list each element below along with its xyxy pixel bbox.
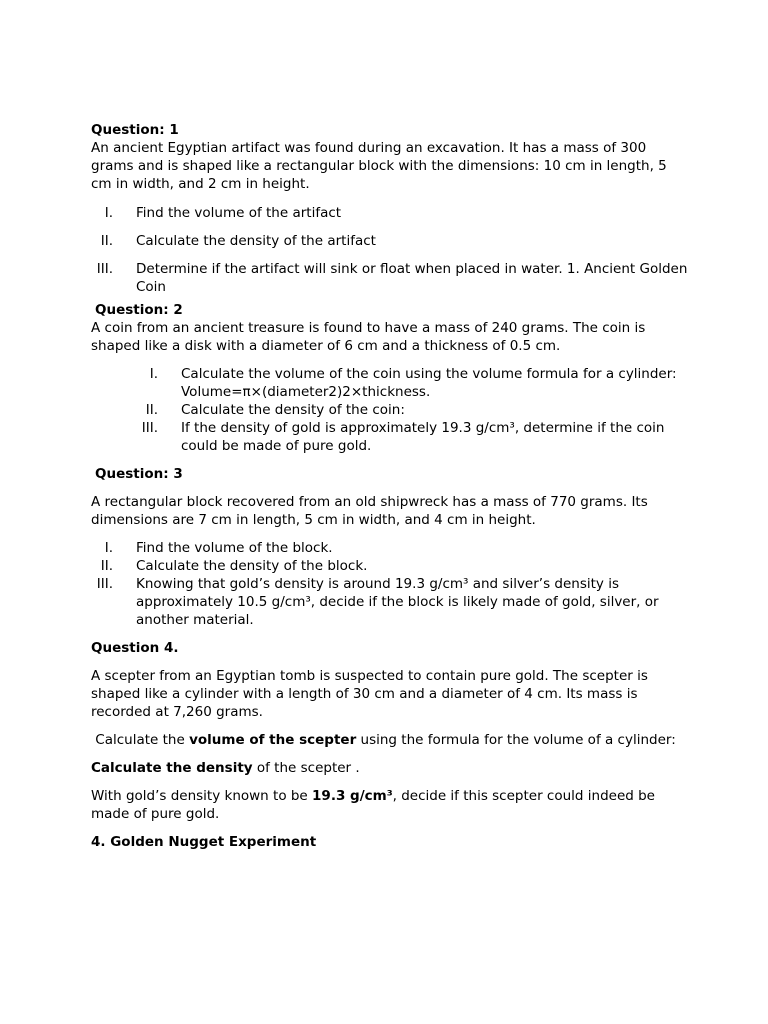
instruction-text: With gold’s density known to be — [91, 788, 313, 804]
instruction-text: , decide if this scepter could indeed be made of pure gold. — [91, 788, 655, 822]
list-item — [91, 260, 691, 296]
list-number: II. — [145, 402, 158, 418]
list-text: Knowing that gold’s density is around 19.3 g/cm³ and silver’s density is approximately 10.5 g/cm³, decide if the block is likely made of gold, silver, or another material. — [136, 576, 659, 628]
list-number: I. — [149, 366, 158, 382]
question-4-density-instruction — [91, 759, 691, 777]
list-item — [91, 204, 691, 222]
list-number: II. — [100, 233, 113, 249]
list-number: III. — [96, 261, 113, 277]
list-text: Calculate the density of the block. — [136, 558, 368, 574]
list-item — [91, 419, 691, 455]
question-2-body: A coin from an ancient treasure is found to have a mass of 240 grams. The coin is shaped like a disk with a diameter of 6 cm and a thickness of 0.5 cm. — [91, 320, 646, 354]
question-4-gold-instruction — [91, 787, 691, 823]
question-4-title: Question 4. — [91, 640, 179, 656]
document-body — [91, 121, 691, 851]
question-2-list — [91, 365, 691, 455]
question-1-list — [91, 204, 691, 296]
question-3-body: A rectangular block recovered from an old shipwreck has a mass of 770 grams. Its dimensions are 7 cm in length, 5 cm in width, and 4 cm in height. — [91, 494, 648, 528]
list-text: Calculate the volume of the coin using the volume formula for a cylinder: Volume=π×(diameter2)2×thickness. — [181, 366, 677, 400]
instruction-emphasis: 19.3 g/cm³ — [312, 788, 393, 804]
list-item — [91, 401, 691, 419]
list-text: Find the volume of the artifact — [136, 205, 342, 221]
instruction-text: Calculate the — [91, 732, 190, 748]
instruction-emphasis: volume of the scepter — [189, 732, 357, 748]
list-text: Calculate the density of the coin: — [181, 402, 405, 418]
question-1-body: An ancient Egyptian artifact was found during an excavation. It has a mass of 300 grams and is shaped like a rectangular block with the dimensions: 10 cm in length, 5 cm in width, and 2 cm in height. — [91, 140, 667, 192]
instruction-emphasis: Calculate the density — [91, 760, 253, 776]
question-4-body: A scepter from an Egyptian tomb is suspected to contain pure gold. The scepter is shaped like a cylinder with a length of 30 cm and a diameter of 4 cm. Its mass is recorded at 7,260 grams. — [91, 668, 648, 720]
list-text: Calculate the density of the artifact — [136, 233, 376, 249]
list-number: I. — [104, 540, 113, 556]
list-number: II. — [100, 558, 113, 574]
list-item — [91, 557, 691, 575]
question-4-volume-instruction — [91, 731, 691, 749]
list-number: I. — [104, 205, 113, 221]
question-3-list — [91, 539, 691, 629]
question-3-title: Question: 3 — [95, 466, 183, 482]
list-text: If the density of gold is approximately 19.3 g/cm³, determine if the coin could be made of pure gold. — [181, 420, 665, 454]
list-item — [91, 365, 691, 401]
instruction-text: using the formula for the volume of a cylinder: — [356, 732, 676, 748]
list-text: Determine if the artifact will sink or float when placed in water. 1. Ancient Golden Coin — [136, 261, 688, 295]
list-number: III. — [96, 576, 113, 592]
question-1-title: Question: 1 — [91, 122, 179, 138]
list-text: Find the volume of the block. — [136, 540, 333, 556]
instruction-text: of the scepter . — [252, 760, 360, 776]
list-number: III. — [141, 420, 158, 436]
golden-nugget-heading: 4. Golden Nugget Experiment — [91, 834, 317, 850]
list-item — [91, 575, 691, 629]
list-item — [91, 232, 691, 250]
list-item — [91, 539, 691, 557]
question-2-title: Question: 2 — [95, 302, 183, 318]
